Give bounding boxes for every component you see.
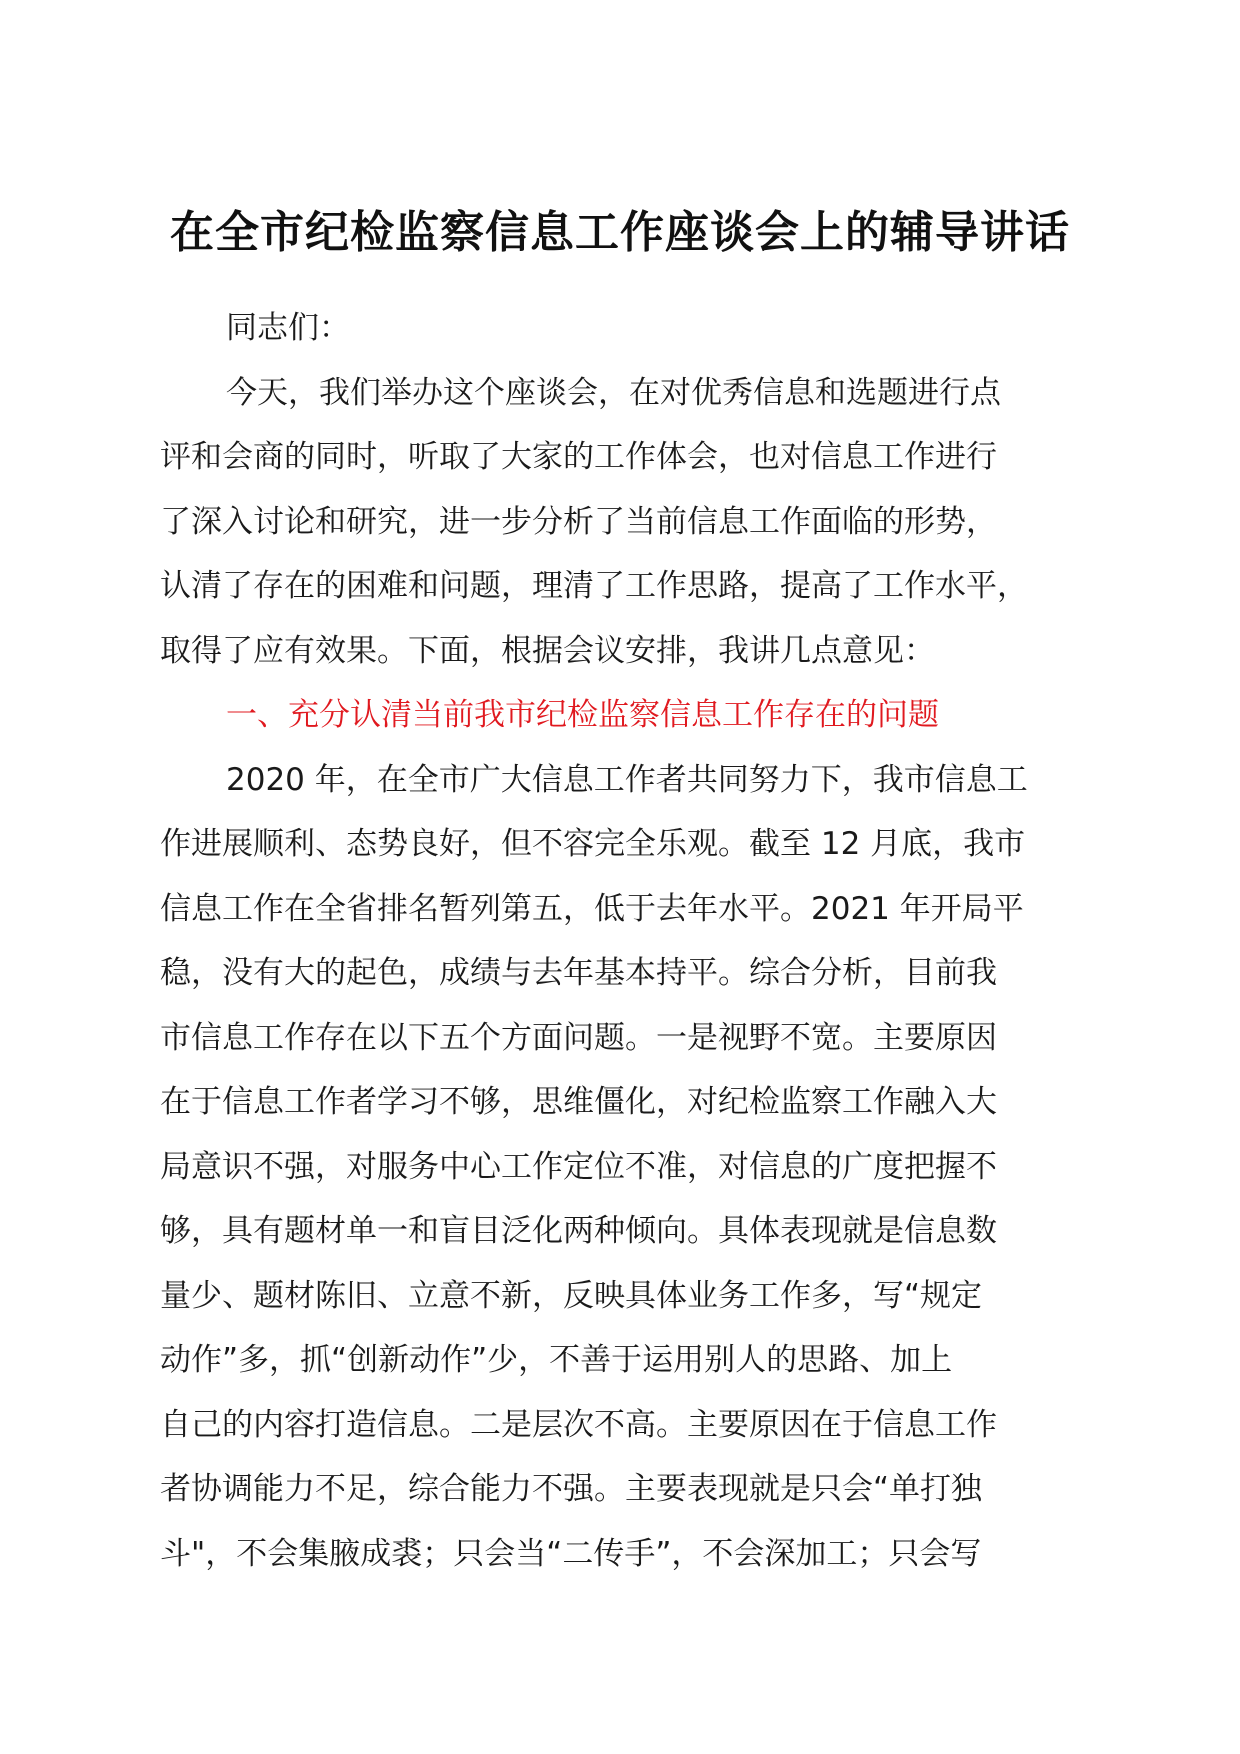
section-heading: 一、充分认清当前我市纪检监察信息工作存在的问题 — [226, 697, 939, 733]
paragraph-line: 了深入讨论和研究，进一步分析了当前信息工作面临的形势， — [160, 503, 997, 540]
document-body — [160, 296, 1120, 1586]
paragraph-line: 局意识不强，对服务中心工作定位不准，对信息的广度把握不 — [160, 1148, 997, 1185]
paragraph-line: 够，具有题材单一和盲目泛化两种倾向。具体表现就是信息数 — [160, 1213, 997, 1249]
paragraph-line: 动作”多，抓“创新动作”少，不善于运用别人的思路、加上 — [160, 1342, 953, 1378]
salutation-line: 同志们： — [226, 310, 350, 346]
paragraph-line: 者协调能力不足，综合能力不强。主要表现就是只会“单打独 — [160, 1471, 983, 1507]
paragraph-line: 在于信息工作者学习不够，思维僵化，对纪检监察工作融入大 — [160, 1084, 997, 1120]
paragraph-line: 稳，没有大的起色，成绩与去年基本持平。综合分析，目前我 — [160, 955, 997, 991]
document-title: 在全市纪检监察信息工作座谈会上的辅导讲话 — [170, 207, 1070, 258]
paragraph-line: 斗"，不会集腋成裘；只会当“二传手”，不会深加工；只会写 — [160, 1535, 982, 1572]
paragraph-line: 量少、题材陈旧、立意不新，反映具体业务工作多，写“规定 — [160, 1277, 983, 1314]
paragraph-line: 自己的内容打造信息。二是层次不高。主要原因在于信息工作 — [160, 1406, 997, 1443]
paragraph-line: 信息工作在全省排名暂列第五，低于去年水平。2021 年开局平 — [160, 890, 1024, 927]
paragraph-line: 2020 年，在全市广大信息工作者共同努力下，我市信息工 — [226, 761, 1028, 798]
paragraph-line: 认清了存在的困难和问题，理清了工作思路，提高了工作水平， — [160, 568, 1028, 604]
paragraph-line: 作进展顺利、态势良好，但不容完全乐观。截至 12 月底，我市 — [160, 826, 1026, 862]
paragraph-line: 市信息工作存在以下五个方面问题。一是视野不宽。主要原因 — [160, 1019, 997, 1056]
paragraph-line: 今天，我们举办这个座谈会，在对优秀信息和选题进行点 — [226, 374, 1001, 411]
paragraph-line: 评和会商的同时，听取了大家的工作体会，也对信息工作进行 — [160, 439, 997, 475]
paragraph-line: 取得了应有效果。下面，根据会议安排，我讲几点意见： — [160, 632, 935, 669]
